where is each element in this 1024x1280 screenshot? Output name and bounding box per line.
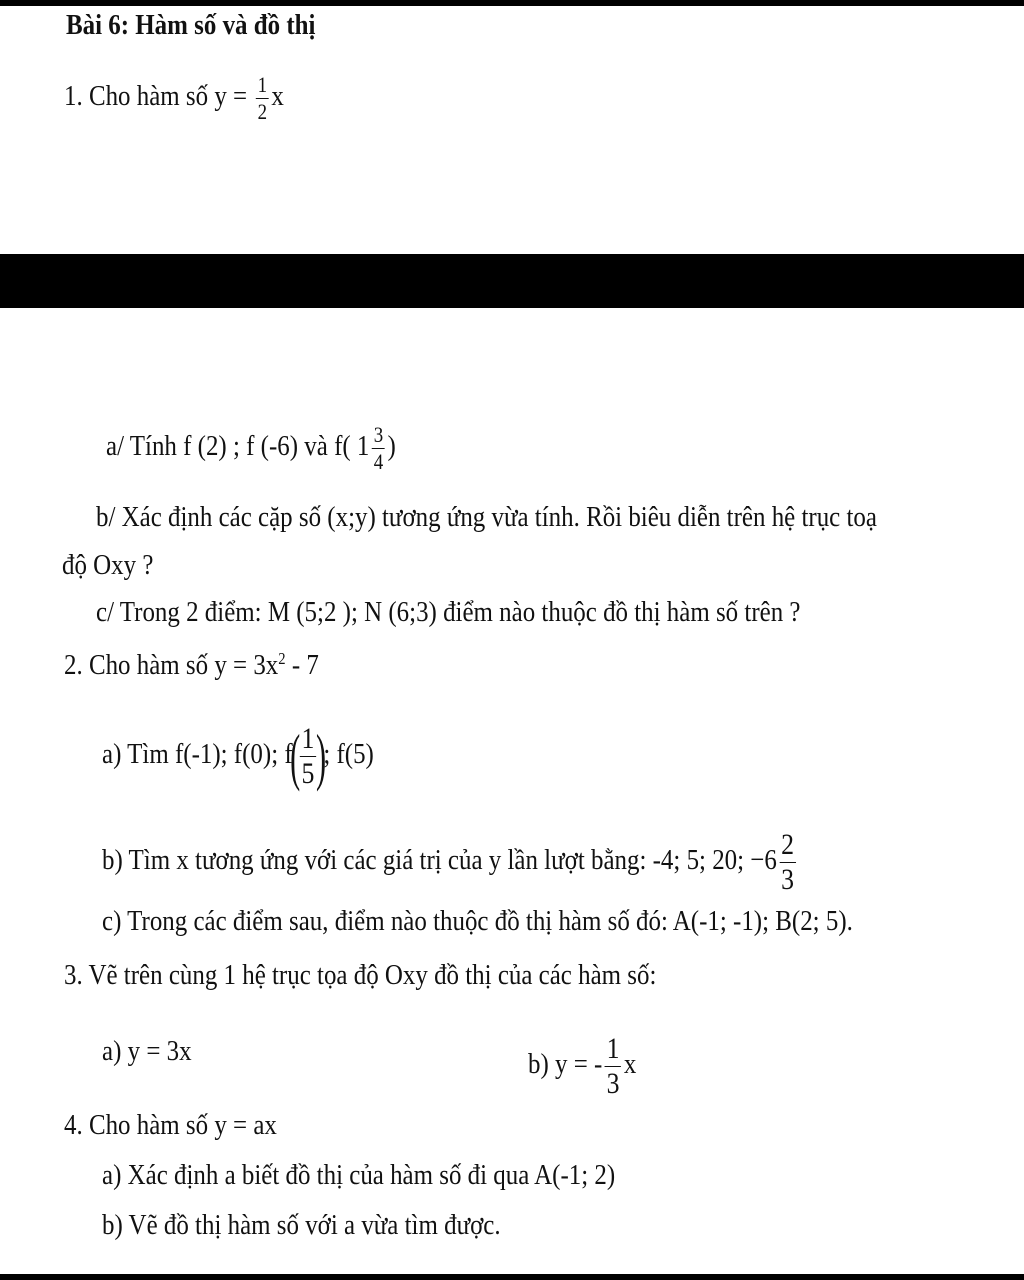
q2-part-b: b) Tìm x tương ứng với các giá trị của y lần lượt bằng: -4; 5; 20; −6 $\frac{2}{3}$ — [102, 828, 795, 896]
q3-part-b: b) y = - $\frac{1}{3}$ x — [528, 1032, 637, 1100]
redacted-band — [0, 254, 1024, 308]
page-title: Bài 6: Hàm số và đồ thị — [66, 9, 316, 41]
q4-intro: 4. Cho hàm số y = ax — [64, 1109, 277, 1141]
q1-part-b-line1: b/ Xác định các cặp số (x;y) tương ứng vừa tính. Rồi biêu diễn trên hệ trục toạ — [96, 501, 877, 533]
q3-intro: 3. Vẽ trên cùng 1 hệ trục tọa độ Oxy đồ thị của các hàm số: — [64, 959, 657, 991]
q2-part-c: c) Trong các điểm sau, điểm nào thuộc đồ thị hàm số đó: A(-1; -1); B(2; 5). — [102, 905, 853, 937]
q2-part-a: a) Tìm f(-1); f(0); f( $\frac{1}{5}$ ); f(5) — [102, 720, 374, 792]
q4-part-b: b) Vẽ đồ thị hàm số với a vừa tìm được. — [102, 1209, 501, 1241]
q3-part-a: a) y = 3x — [102, 1035, 192, 1067]
bottom-border — [0, 1274, 1024, 1280]
q1-part-a: a/ Tính f (2) ; f (-6) và f( 1 $\frac{3}{4}$ ) — [106, 422, 396, 474]
q4-part-a: a) Xác định a biết đồ thị của hàm số đi qua A(-1; 2) — [102, 1159, 616, 1191]
q1-fraction: $\frac{1}{2}$ — [257, 72, 268, 124]
q1-part-b-line2: độ Oxy ? — [62, 549, 154, 581]
q2-b-fraction: $\frac{2}{3}$ — [781, 828, 795, 896]
q2-a-fraction: $\frac{1}{5}$ — [301, 722, 315, 790]
q1-intro: 1. Cho hàm số y = $\frac{1}{2}$ x — [64, 72, 284, 124]
q1-a-fraction: $\frac{3}{4}$ — [373, 422, 384, 474]
top-border — [0, 0, 1024, 6]
q1-part-c: c/ Trong 2 điểm: M (5;2 ); N (6;3) điểm nào thuộc đồ thị hàm số trên ? — [96, 596, 801, 628]
q3-b-fraction: $\frac{1}{3}$ — [606, 1032, 620, 1100]
q2-intro: 2. Cho hàm số $y = 3x^2 - 7$ — [64, 649, 319, 681]
